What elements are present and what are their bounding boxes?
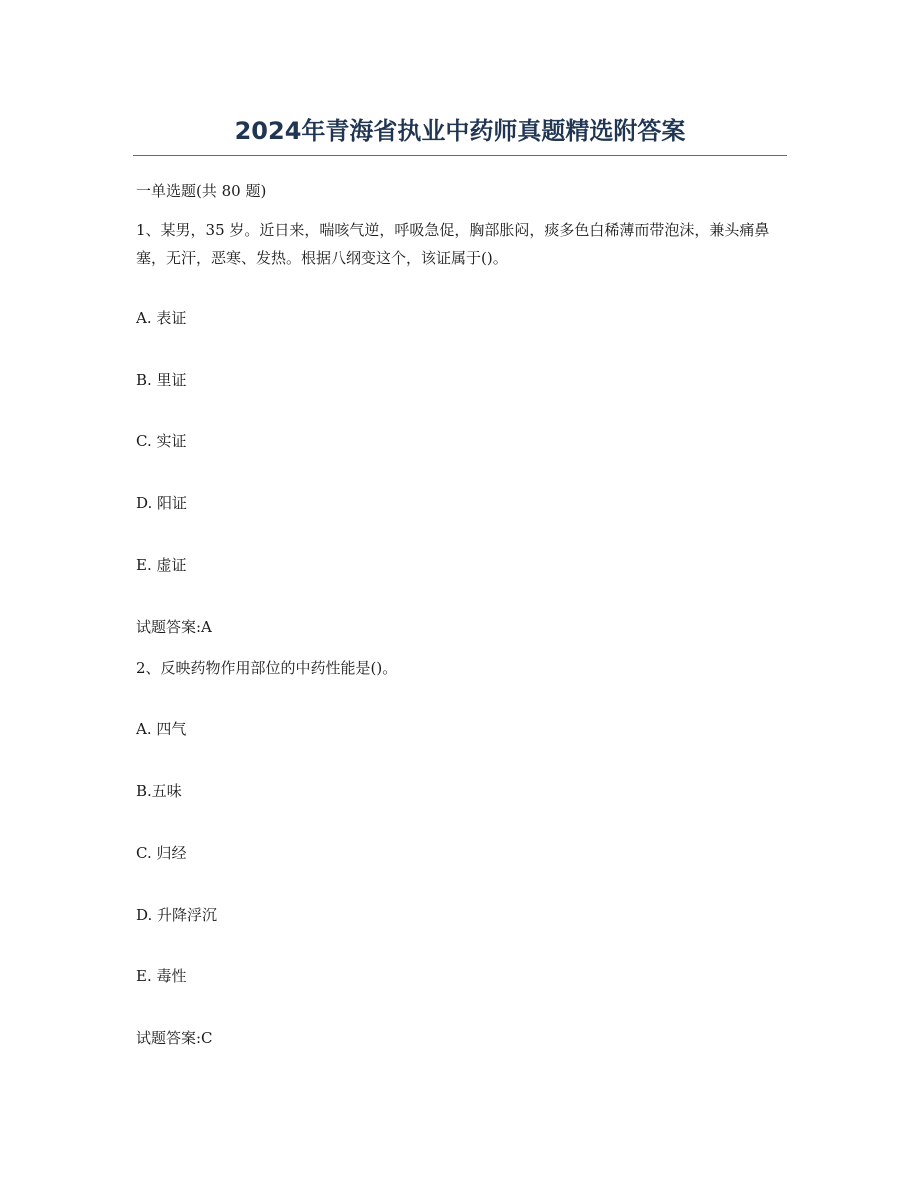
question-1-option-b: B. 里证	[136, 371, 187, 389]
question-2-option-a: A. 四气	[136, 720, 187, 738]
page-title: 2024年青海省执业中药师真题精选附答案	[234, 117, 686, 145]
question-2-option-c: C. 归经	[136, 844, 187, 862]
question-2-stem: 2、反映药物作用部位的中药性能是()。	[136, 659, 398, 677]
question-1-answer: 试题答案:A	[136, 618, 212, 636]
title-divider	[133, 155, 787, 156]
question-1-stem: 1、某男，35 岁。近日来，喘咳气逆，呼吸急促，胸部胀闷，痰多色白稀薄而带泡沫，兼头痛鼻塞，无汗，恶寒、发热。根据八纲变这个，该证属于()。	[136, 221, 770, 267]
section-heading: 一单选题(共 80 题)	[136, 182, 267, 200]
question-1-option-d: D. 阳证	[136, 494, 188, 512]
question-2-option-b: B.五味	[136, 782, 182, 800]
question-1-option-a: A. 表证	[136, 309, 187, 327]
question-2-option-d: D. 升降浮沉	[136, 906, 218, 924]
question-1-option-c: C. 实证	[136, 432, 187, 450]
question-2-option-e: E. 毒性	[136, 967, 187, 985]
question-1-option-e: E. 虚证	[136, 556, 187, 574]
question-2-answer: 试题答案:C	[136, 1029, 213, 1047]
